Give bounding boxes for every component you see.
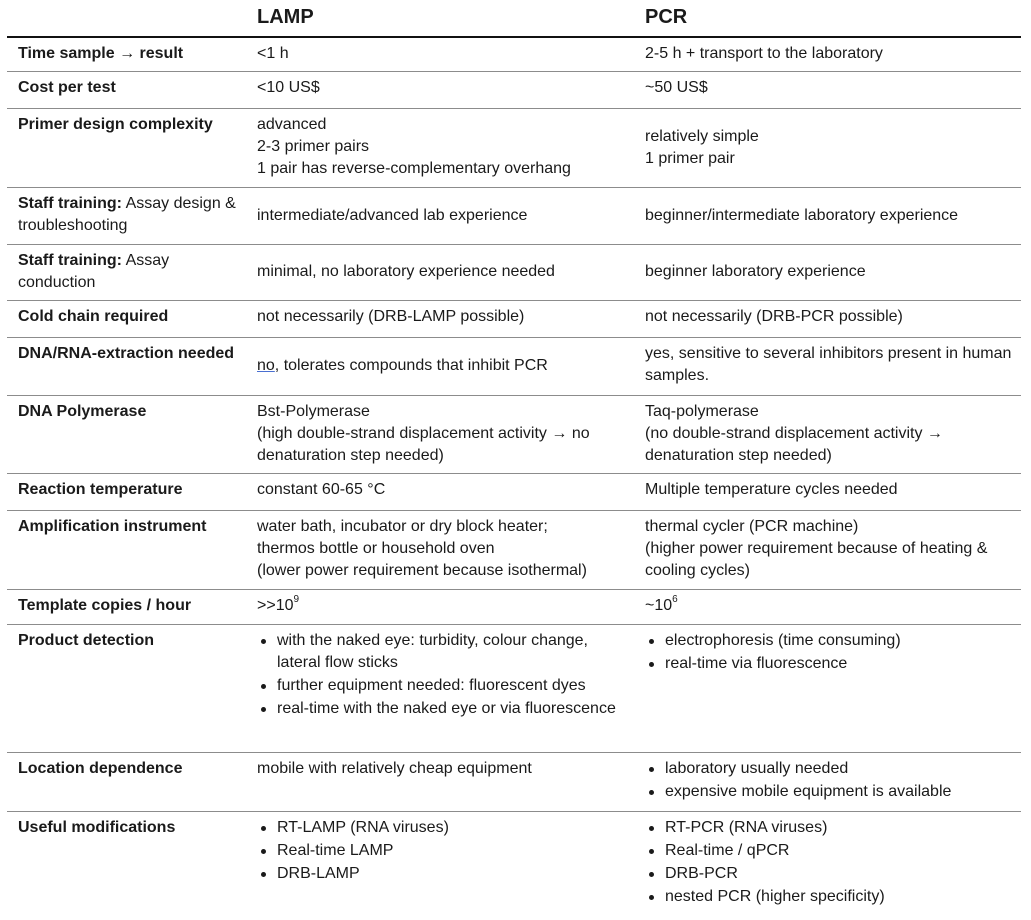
pcr-cell	[638, 752, 1021, 811]
lamp-cell	[250, 337, 638, 395]
row-label-rest: Assay design & troubleshooting	[18, 194, 236, 234]
list-item: DRB-PCR	[645, 863, 1017, 885]
row-label-bold: DNA/RNA-extraction needed	[18, 344, 235, 362]
row-label-bold: Amplification instrument	[18, 517, 207, 535]
pcr-cell	[638, 187, 1021, 244]
lamp-cell	[250, 71, 638, 108]
lamp-text: , tolerates compounds that inhibit PCR	[274, 357, 548, 374]
row-label-bold: Location dependence	[18, 759, 183, 777]
list-item: Real-time LAMP	[257, 840, 634, 862]
row-label	[7, 510, 250, 589]
lamp-text: 2-3 primer pairs	[257, 137, 370, 155]
lamp-text: Bst-Polymerase	[257, 402, 370, 420]
row-label	[7, 71, 250, 108]
pcr-text: (no double-strand displacement activity → denaturation step needed)	[645, 424, 943, 464]
lamp-text: <10 US$	[257, 78, 320, 96]
comparison-table	[7, 0, 1021, 917]
table-row	[7, 510, 1021, 589]
row-label-bold: DNA Polymerase	[18, 402, 147, 420]
row-label	[7, 589, 250, 624]
row-label-bold: Template copies / hour	[18, 596, 192, 614]
pcr-text: beginner/intermediate laboratory experience	[645, 206, 959, 224]
table-row	[7, 71, 1021, 108]
pcr-cell	[638, 37, 1021, 71]
row-label-bold: Time sample → result	[18, 45, 184, 62]
list-item: real-time via fluorescence	[645, 653, 1017, 675]
pcr-bullet-list	[645, 817, 1017, 908]
pcr-cell	[638, 589, 1021, 624]
row-label-bold: Cold chain required	[18, 307, 169, 325]
row-label	[7, 187, 250, 244]
lamp-text: minimal, no laboratory experience needed	[257, 263, 555, 280]
row-label	[7, 108, 250, 187]
pcr-text: ~50 US$	[645, 78, 708, 96]
lamp-value: >>10	[257, 596, 294, 614]
pcr-cell	[638, 108, 1021, 187]
lamp-cell	[250, 589, 638, 624]
lamp-exponent: 9	[293, 594, 300, 606]
header-pcr: PCR	[638, 0, 1021, 37]
table-row	[7, 395, 1021, 473]
header-row	[7, 0, 1021, 37]
row-label	[7, 473, 250, 510]
row-label-bold: Cost per test	[18, 78, 116, 96]
list-item: with the naked eye: turbidity, colour change, lateral flow sticks	[257, 630, 634, 674]
pcr-text: 2-5 h + transport to the laboratory	[645, 45, 883, 62]
row-label	[7, 811, 250, 917]
pcr-text: Multiple temperature cycles needed	[645, 480, 898, 498]
lamp-cell	[250, 187, 638, 244]
list-item: laboratory usually needed	[645, 758, 1017, 780]
lamp-cell	[250, 395, 638, 473]
lamp-text: <1 h	[257, 45, 289, 62]
pcr-cell	[638, 473, 1021, 510]
list-item: further equipment needed: fluorescent dyes	[257, 675, 634, 697]
row-label	[7, 244, 250, 300]
list-item: nested PCR (higher specificity)	[645, 886, 1017, 908]
pcr-cell	[638, 811, 1021, 917]
row-label-bold: Useful modifications	[18, 818, 176, 836]
row-label	[7, 624, 250, 752]
lamp-text: not necessarily (DRB-LAMP possible)	[257, 307, 525, 325]
table-row	[7, 187, 1021, 244]
table-row	[7, 752, 1021, 811]
lamp-text: advanced	[257, 115, 327, 133]
pcr-text: beginner laboratory experience	[645, 263, 866, 280]
table-row	[7, 473, 1021, 510]
pcr-text: yes, sensitive to several inhibitors present in human samples.	[645, 344, 1012, 384]
row-label-bold: Reaction temperature	[18, 480, 183, 498]
lamp-text: mobile with relatively cheap equipment	[257, 759, 532, 777]
pcr-cell	[638, 395, 1021, 473]
table-row	[7, 589, 1021, 624]
list-item: DRB-LAMP	[257, 863, 634, 885]
row-label-bold: Staff training:	[18, 194, 122, 212]
lamp-text: intermediate/advanced lab experience	[257, 206, 528, 224]
row-label-rest: Assay conduction	[18, 251, 170, 291]
row-label	[7, 337, 250, 395]
pcr-text: Taq-polymerase	[645, 402, 759, 420]
lamp-cell	[250, 108, 638, 187]
row-label-bold: Staff training:	[18, 251, 122, 269]
lamp-text: thermos bottle or household oven	[257, 539, 495, 557]
row-label-bold: Primer design complexity	[18, 115, 213, 133]
list-item: RT-LAMP (RNA viruses)	[257, 817, 634, 839]
lamp-text: (high double-strand displacement activity → no denaturation step needed)	[257, 424, 590, 464]
pcr-text: thermal cycler (PCR machine)	[645, 517, 859, 535]
pcr-cell	[638, 624, 1021, 752]
list-item: expensive mobile equipment is available	[645, 781, 1017, 803]
lamp-cell	[250, 37, 638, 71]
pcr-text: (higher power requirement because of heating & cooling cycles)	[645, 539, 988, 579]
pcr-exponent: 6	[672, 594, 678, 606]
pcr-cell	[638, 300, 1021, 337]
list-item: Real-time / qPCR	[645, 840, 1017, 862]
lamp-cell	[250, 510, 638, 589]
lamp-cell	[250, 811, 638, 917]
pcr-text: relatively simple	[645, 127, 759, 145]
row-label	[7, 300, 250, 337]
pcr-cell	[638, 244, 1021, 300]
list-item: real-time with the naked eye or via fluorescence	[257, 698, 634, 720]
pcr-bullet-list	[645, 758, 1017, 803]
table-row	[7, 37, 1021, 71]
header-lamp: LAMP	[250, 0, 638, 37]
header-empty	[7, 0, 250, 37]
row-label	[7, 37, 250, 71]
table-row	[7, 300, 1021, 337]
lamp-text: constant 60-65 °C	[257, 480, 386, 498]
table-row	[7, 337, 1021, 395]
table-row	[7, 108, 1021, 187]
lamp-cell	[250, 473, 638, 510]
lamp-text: 1 pair has reverse-complementary overhang	[257, 159, 571, 177]
lamp-cell	[250, 752, 638, 811]
pcr-text: not necessarily (DRB-PCR possible)	[645, 307, 903, 325]
row-label	[7, 752, 250, 811]
pcr-bullet-list	[645, 630, 1017, 675]
table-row	[7, 244, 1021, 300]
lamp-cell	[250, 244, 638, 300]
lamp-text-underlined: no	[257, 357, 275, 374]
pcr-cell	[638, 71, 1021, 108]
pcr-value: ~10	[645, 596, 673, 614]
table-row	[7, 811, 1021, 917]
pcr-cell	[638, 337, 1021, 395]
pcr-text: 1 primer pair	[645, 149, 735, 167]
lamp-cell	[250, 300, 638, 337]
lamp-text: water bath, incubator or dry block heater;	[257, 517, 548, 535]
lamp-text: (lower power requirement because isothermal)	[257, 561, 587, 579]
list-item: RT-PCR (RNA viruses)	[645, 817, 1017, 839]
lamp-cell	[250, 624, 638, 752]
pcr-cell	[638, 510, 1021, 589]
lamp-bullet-list	[257, 817, 634, 885]
row-label	[7, 395, 250, 473]
list-item: electrophoresis (time consuming)	[645, 630, 1017, 652]
row-label-bold: Product detection	[18, 631, 155, 649]
lamp-bullet-list	[257, 630, 634, 720]
table-row	[7, 624, 1021, 752]
